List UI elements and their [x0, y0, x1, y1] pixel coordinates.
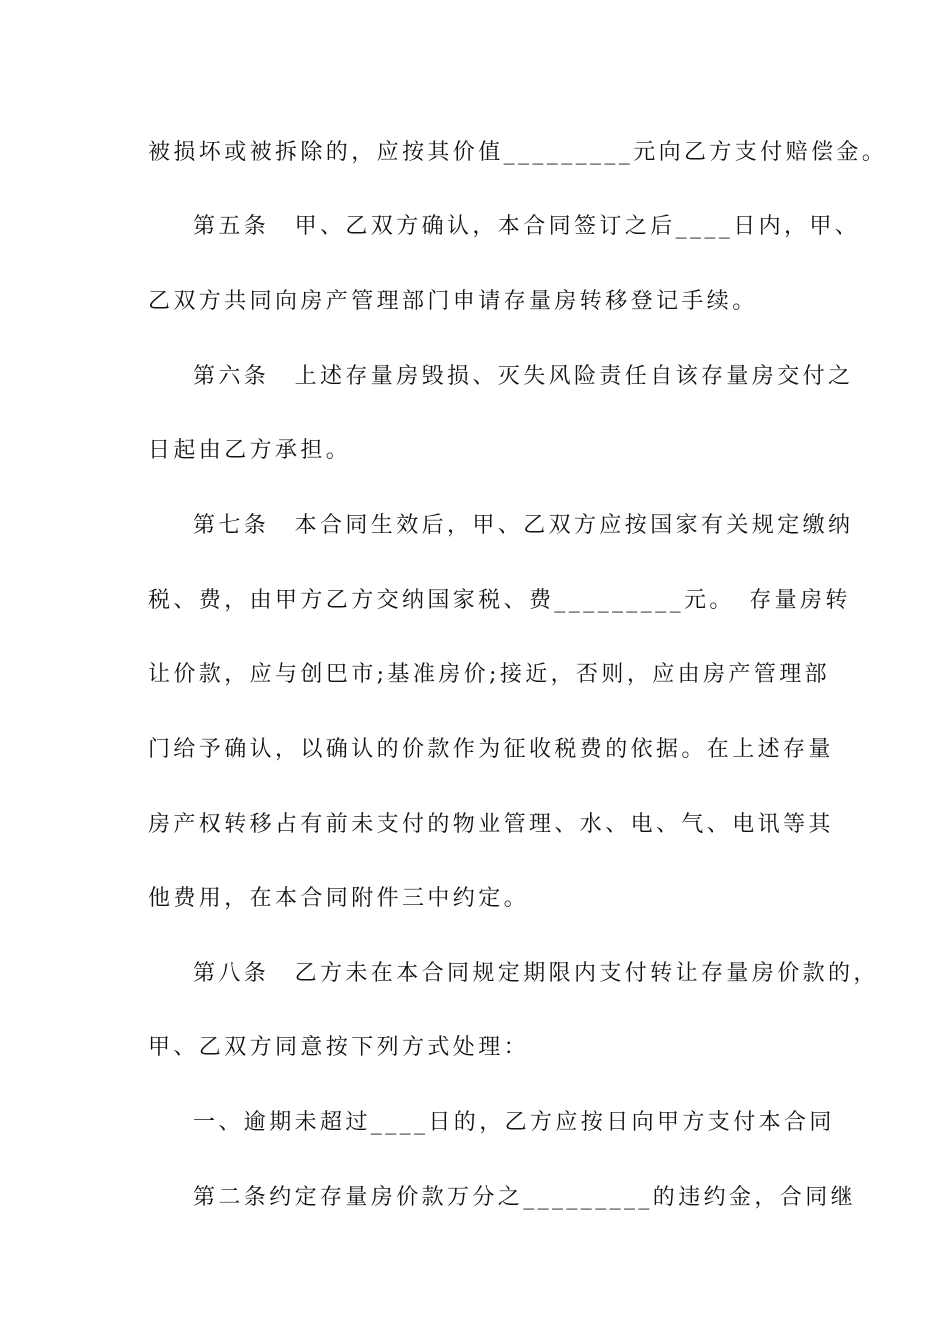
- text-line-9: 门给予确认，以确认的价款作为征收税费的依据。在上述存量: [148, 737, 834, 762]
- text-line-13: 甲、乙双方同意按下列方式处理：: [148, 1035, 530, 1060]
- text-line-7: 税、费，由甲方乙方交纳国家税、费_________元。 存量房转: [148, 588, 851, 613]
- text-line-4-article-6: 第六条 上述存量房毁损、灭失风险责任自该存量房交付之: [193, 364, 854, 389]
- text-line-15: 第二条约定存量房价款万分之_________的违约金，合同继: [193, 1185, 857, 1210]
- text-line-10: 房产权转移占有前未支付的物业管理、水、电、气、电讯等其: [148, 812, 834, 837]
- text-line-14-clause-1: 一、逾期未超过____日的，乙方应按日向甲方支付本合同: [193, 1110, 835, 1135]
- text-line-1: 被损坏或被拆除的，应按其价值_________元向乙方支付赔偿金。: [148, 140, 888, 165]
- text-line-11: 他费用，在本合同附件三中约定。: [148, 886, 530, 911]
- text-line-8: 让价款，应与创巴市;基准房价;接近，否则，应由房产管理部: [148, 662, 831, 687]
- text-line-6-article-7: 第七条 本合同生效后，甲、乙双方应按国家有关规定缴纳: [193, 513, 854, 538]
- text-line-2-article-5: 第五条 甲、乙双方确认，本合同签订之后____日内，甲、: [193, 214, 861, 239]
- text-line-3: 乙双方共同向房产管理部门申请存量房转移登记手续。: [148, 289, 758, 314]
- text-line-12-article-8: 第八条 乙方未在本合同规定期限内支付转让存量房价款的，: [193, 961, 879, 986]
- text-line-5: 日起由乙方承担。: [148, 438, 352, 463]
